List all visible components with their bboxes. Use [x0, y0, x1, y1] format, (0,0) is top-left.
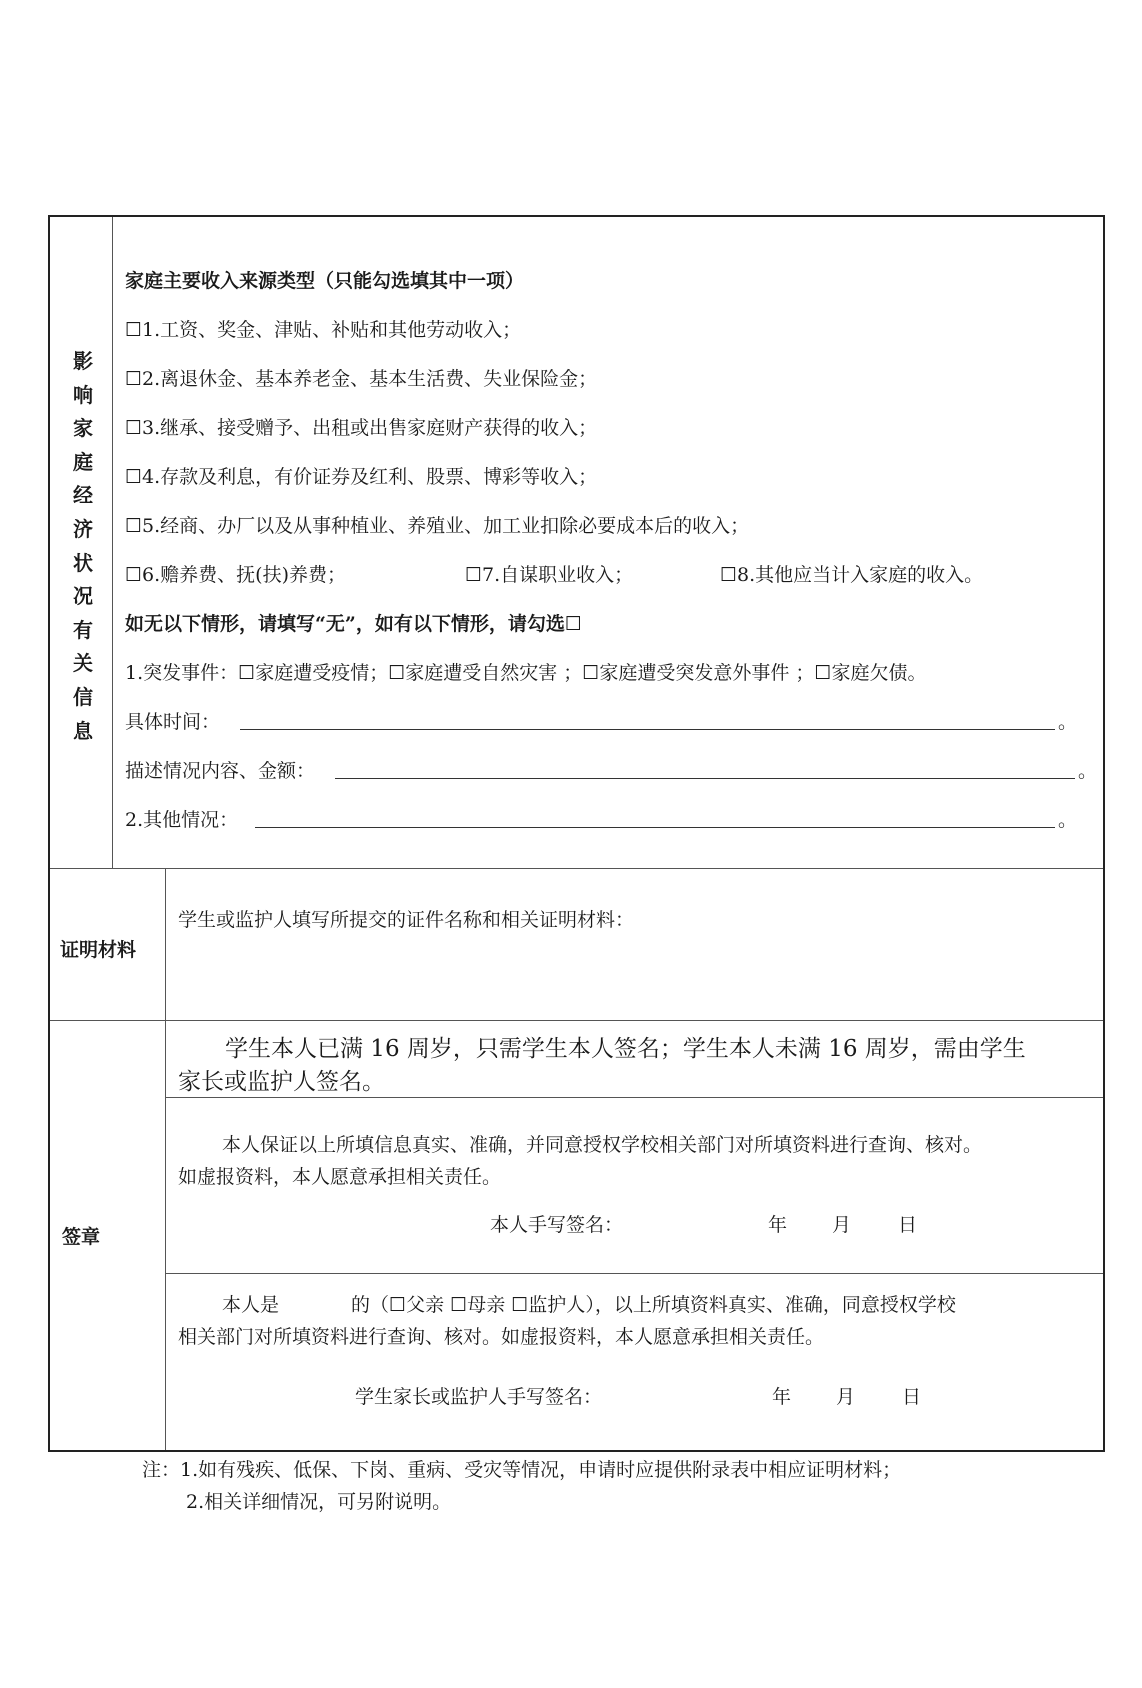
proof-instructions: 学生或监护人填写所提交的证件名称和相关证明材料： [178, 909, 635, 931]
checkbox-icon[interactable]: ☐ [125, 417, 143, 439]
parent-sign-label: 学生家长或监护人手写签名： [355, 1386, 603, 1408]
footnote-line1: 注：1.如有残疾、低保、下岗、重病、受灾等情况，申请时应提供附录表中相应证明材料； [142, 1459, 902, 1481]
checkbox-icon[interactable]: ☐ [238, 662, 256, 684]
desc-input-line[interactable] [335, 778, 1075, 779]
other-end-mark: 。 [1058, 809, 1078, 831]
income-option-3: ☐3.继承、接受赠予、出租或出售家庭财产获得的收入； [125, 417, 598, 439]
sign-section-label: 签章 [62, 1226, 101, 1248]
checkbox-icon[interactable]: ☐ [125, 564, 143, 586]
checkbox-icon[interactable]: ☐ [388, 662, 406, 684]
self-date-month: 月 [832, 1214, 852, 1236]
self-statement-line1: 本人保证以上所填信息真实、准确，并同意授权学校相关部门对所填资料进行查询、核对。 [222, 1134, 983, 1156]
proof-section-label: 证明材料 [60, 939, 137, 961]
income-option-6: ☐6.赡养费、抚(扶)养费； [125, 564, 347, 586]
checkbox-icon[interactable]: ☐ [450, 1294, 468, 1316]
divider-sign-note [165, 1097, 1103, 1098]
emergency-row: 1.突发事件：☐家庭遭受疫情；☐家庭遭受自然灾害 ；☐家庭遭受突发意外事件 ；☐家庭欠债。 [125, 662, 927, 684]
parent-statement-line2: 相关部门对所填资料进行查询、核对。如虚报资料，本人愿意承担相关责任。 [178, 1326, 825, 1348]
section1-divider [112, 217, 113, 868]
checkbox-icon[interactable]: ☐ [125, 515, 143, 537]
self-date-day: 日 [898, 1214, 918, 1236]
self-date-year: 年 [768, 1214, 788, 1236]
situation-prompt: 如无以下情形，请填写“无”，如有以下情形，请勾选☐ [125, 613, 582, 635]
income-option-4: ☐4.存款及利息，有价证券及红利、股票、博彩等收入； [125, 466, 598, 488]
income-section-label: 影 响 家 庭 经 济 状 况 有 关 信 息 [73, 349, 93, 743]
checkbox-icon[interactable]: ☐ [814, 662, 832, 684]
divider-sign-self [165, 1273, 1103, 1274]
proof-divider [165, 868, 166, 1450]
time-input-line[interactable] [240, 729, 1055, 730]
income-option-1: ☐1.工资、奖金、津贴、补贴和其他劳动收入； [125, 319, 522, 341]
time-end-mark: 。 [1058, 711, 1078, 733]
other-label: 2.其他情况： [125, 809, 239, 831]
checkbox-icon[interactable]: ☐ [720, 564, 738, 586]
sign-note-line1: 学生本人已满 16 周岁，只需学生本人签名；学生本人未满 16 周岁，需由学生 [225, 1036, 1026, 1062]
parent-date-year: 年 [772, 1386, 792, 1408]
checkbox-icon[interactable]: ☐ [125, 368, 143, 390]
checkbox-icon[interactable]: ☐ [511, 1294, 529, 1316]
checkbox-icon[interactable]: ☐ [389, 1294, 407, 1316]
other-input-line[interactable] [255, 827, 1055, 828]
income-heading: 家庭主要收入来源类型（只能勾选填其中一项） [125, 270, 525, 292]
footnote-line2: 2.相关详细情况，可另附说明。 [186, 1491, 452, 1513]
self-sign-label: 本人手写签名： [490, 1214, 624, 1236]
divider-income-proof [50, 868, 1103, 869]
divider-proof-sign [50, 1020, 1103, 1021]
desc-end-mark: 。 [1078, 760, 1098, 782]
time-label: 具体时间： [125, 711, 221, 733]
income-option-2: ☐2.离退休金、基本养老金、基本生活费、失业保险金； [125, 368, 598, 390]
checkbox-icon[interactable]: ☐ [564, 613, 582, 635]
income-option-7: ☐7.自谋职业收入； [465, 564, 634, 586]
income-option-8: ☐8.其他应当计入家庭的收入。 [720, 564, 984, 586]
parent-statement-line1: 本人是 的（☐父亲 ☐母亲 ☐监护人），以上所填资料真实、准确，同意授权学校 [222, 1294, 956, 1316]
self-statement-line2: 如虚报资料，本人愿意承担相关责任。 [178, 1166, 502, 1188]
checkbox-icon[interactable]: ☐ [125, 319, 143, 341]
parent-date-day: 日 [902, 1386, 922, 1408]
desc-label: 描述情况内容、金额： [125, 760, 316, 782]
checkbox-icon[interactable]: ☐ [465, 564, 483, 586]
sign-note-line2: 家长或监护人签名。 [178, 1069, 385, 1095]
form-table [48, 215, 1105, 1452]
checkbox-icon[interactable]: ☐ [582, 662, 600, 684]
checkbox-icon[interactable]: ☐ [125, 466, 143, 488]
income-option-5: ☐5.经商、办厂以及从事种植业、养殖业、加工业扣除必要成本后的收入； [125, 515, 750, 537]
parent-date-month: 月 [836, 1386, 856, 1408]
